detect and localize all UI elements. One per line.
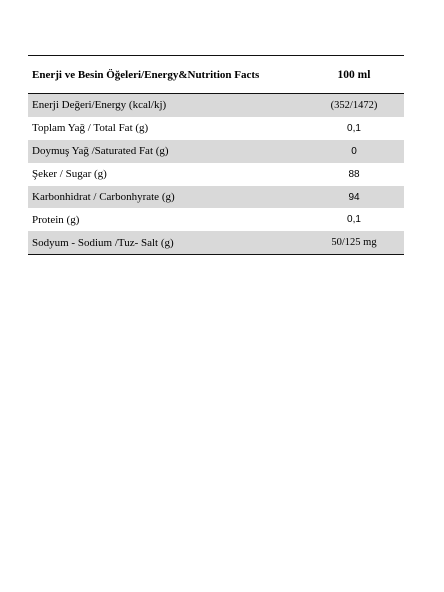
header-title: Enerji ve Besin Öğeleri/Energy&Nutrition Facts bbox=[32, 68, 260, 81]
header-serving: 100 ml bbox=[337, 68, 371, 81]
row-sugar bbox=[28, 163, 404, 186]
row-value: 0,1 bbox=[347, 214, 361, 226]
row-value: (352/1472) bbox=[330, 99, 378, 111]
table-header bbox=[28, 56, 404, 94]
row-label: Doymuş Yağ /Saturated Fat (g) bbox=[32, 145, 169, 158]
row-label: Sodyum - Sodium /Tuz- Salt (g) bbox=[32, 236, 174, 249]
row-carbohydrate bbox=[28, 186, 404, 209]
row-value: 0 bbox=[351, 145, 357, 157]
row-value: 0,1 bbox=[347, 122, 361, 134]
row-label: Şeker / Sugar (g) bbox=[32, 168, 107, 181]
row-energy bbox=[28, 94, 404, 117]
row-value: 94 bbox=[348, 191, 360, 203]
row-value: 88 bbox=[348, 168, 360, 180]
nutrition-facts-table bbox=[28, 55, 404, 255]
row-value: 50/125 mg bbox=[331, 237, 377, 249]
row-protein bbox=[28, 208, 404, 231]
row-total-fat bbox=[28, 117, 404, 140]
row-sodium bbox=[28, 231, 404, 254]
row-label: Enerji Değeri/Energy (kcal/kj) bbox=[32, 99, 167, 112]
row-label: Toplam Yağ / Total Fat (g) bbox=[32, 122, 149, 135]
row-saturated-fat bbox=[28, 140, 404, 163]
row-label: Protein (g) bbox=[32, 213, 80, 226]
row-label: Karbonhidrat / Carbonhyrate (g) bbox=[32, 191, 175, 203]
